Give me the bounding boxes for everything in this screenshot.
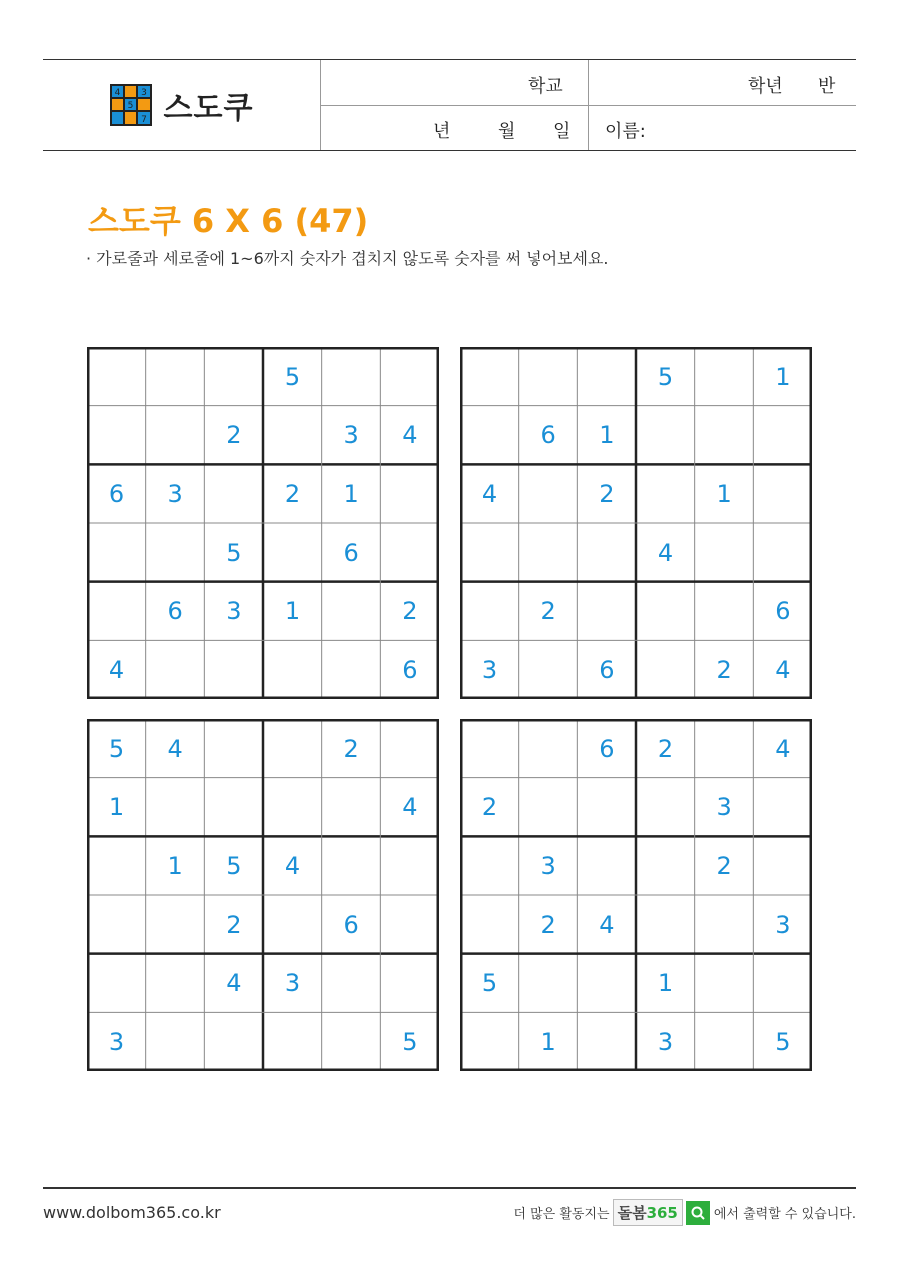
given-digit-cell: 2 [284, 479, 301, 508]
empty-cell[interactable] [264, 720, 322, 778]
given-digit-cell: 5 [108, 734, 125, 763]
given-digit-cell: 5 [226, 851, 242, 880]
empty-cell[interactable] [695, 896, 753, 954]
page-title: 스도쿠 6 X 6 (47) [88, 202, 369, 240]
empty-cell[interactable] [205, 465, 263, 523]
empty-cell[interactable] [88, 524, 146, 582]
empty-cell[interactable] [695, 582, 753, 640]
empty-cell[interactable] [146, 1013, 204, 1071]
empty-cell[interactable] [88, 896, 146, 954]
given-digit-cell: 4 [226, 969, 242, 998]
empty-cell[interactable] [578, 837, 636, 895]
given-digit-cell: 4 [108, 655, 125, 684]
empty-cell[interactable] [322, 778, 380, 836]
given-digit-cell: 1 [284, 597, 301, 626]
given-digit-cell: 4 [167, 734, 183, 763]
given-digit-cell: 3 [716, 793, 732, 822]
empty-cell[interactable] [322, 348, 380, 406]
brand-name: 돌봄 [617, 1204, 647, 1222]
empty-cell[interactable] [519, 641, 577, 699]
footer-text-before: 더 많은 활동지는 [513, 1207, 610, 1222]
empty-cell[interactable] [322, 582, 380, 640]
empty-cell[interactable] [637, 406, 695, 464]
search-icon[interactable] [686, 1201, 710, 1225]
given-digit-cell: 6 [599, 655, 615, 684]
empty-cell[interactable] [754, 406, 812, 464]
given-digit-cell: 6 [540, 421, 556, 450]
given-digit-cell: 2 [540, 597, 556, 626]
empty-cell[interactable] [578, 954, 636, 1012]
given-digit-cell: 6 [108, 479, 125, 508]
given-digit-cell: 1 [167, 851, 183, 880]
empty-cell[interactable] [264, 896, 322, 954]
empty-cell[interactable] [754, 465, 812, 523]
given-digit-cell: 1 [657, 969, 674, 998]
empty-cell[interactable] [381, 348, 439, 406]
header-divider [588, 60, 589, 150]
empty-cell[interactable] [695, 954, 753, 1012]
given-digit-cell: 3 [481, 655, 498, 684]
sudoku-puzzle [87, 719, 439, 1071]
given-digit-cell: 2 [657, 734, 674, 763]
given-digit-cell: 2 [716, 655, 732, 684]
given-digit-cell: 3 [108, 1027, 125, 1056]
given-digit-cell: 6 [343, 910, 359, 939]
sudoku-puzzle [460, 719, 812, 1071]
empty-cell[interactable] [88, 406, 146, 464]
given-digit-cell: 6 [167, 597, 183, 626]
footer-divider [43, 1187, 856, 1189]
empty-cell[interactable] [322, 837, 380, 895]
empty-cell[interactable] [695, 524, 753, 582]
empty-cell[interactable] [322, 641, 380, 699]
name-label: 이름: [605, 121, 646, 142]
empty-cell[interactable] [578, 348, 636, 406]
empty-cell[interactable] [754, 524, 812, 582]
logo-text: 스도쿠 [163, 91, 254, 126]
empty-cell[interactable] [637, 778, 695, 836]
empty-cell[interactable] [381, 720, 439, 778]
given-digit-cell: 5 [481, 969, 498, 998]
empty-cell[interactable] [381, 837, 439, 895]
logo-digit: 7 [140, 115, 147, 125]
given-digit-cell: 4 [775, 655, 791, 684]
empty-cell[interactable] [264, 1013, 322, 1071]
empty-cell[interactable] [146, 896, 204, 954]
given-digit-cell: 1 [108, 793, 125, 822]
given-digit-cell: 5 [402, 1027, 418, 1056]
year-label: 년 [433, 121, 451, 142]
given-digit-cell: 4 [402, 421, 418, 450]
given-digit-cell: 2 [540, 910, 556, 939]
given-digit-cell: 3 [775, 910, 791, 939]
class-label: 반 [818, 76, 836, 97]
empty-cell[interactable] [264, 641, 322, 699]
empty-cell[interactable] [88, 348, 146, 406]
instruction-text: · 가로줄과 세로줄에 1~6까지 숫자가 겹치지 않도록 숫자를 써 넣어보세요. [86, 249, 609, 268]
empty-cell[interactable] [264, 778, 322, 836]
empty-cell[interactable] [461, 896, 519, 954]
empty-cell[interactable] [519, 348, 577, 406]
empty-cell[interactable] [146, 524, 204, 582]
empty-cell[interactable] [637, 465, 695, 523]
given-digit-cell: 3 [226, 597, 242, 626]
empty-cell[interactable] [578, 524, 636, 582]
given-digit-cell: 5 [226, 538, 242, 567]
given-digit-cell: 2 [402, 597, 418, 626]
given-digit-cell: 5 [657, 362, 674, 391]
empty-cell[interactable] [695, 348, 753, 406]
empty-cell[interactable] [637, 641, 695, 699]
empty-cell[interactable] [88, 582, 146, 640]
worksheet-header [43, 59, 856, 151]
given-digit-cell: 2 [481, 793, 498, 822]
given-digit-cell: 4 [481, 479, 498, 508]
logo-digit: 3 [140, 88, 147, 98]
empty-cell[interactable] [637, 896, 695, 954]
empty-cell[interactable] [205, 778, 263, 836]
empty-cell[interactable] [322, 1013, 380, 1071]
sudoku-puzzle [460, 347, 812, 699]
given-digit-cell: 6 [402, 655, 418, 684]
given-digit-cell: 4 [402, 793, 418, 822]
given-digit-cell: 1 [540, 1027, 556, 1056]
empty-cell[interactable] [461, 837, 519, 895]
day-label: 일 [553, 121, 571, 142]
empty-cell[interactable] [88, 954, 146, 1012]
given-digit-cell: 2 [599, 479, 615, 508]
empty-cell[interactable] [461, 524, 519, 582]
empty-cell[interactable] [695, 1013, 753, 1071]
empty-cell[interactable] [381, 465, 439, 523]
logo-digit: 4 [114, 88, 120, 98]
empty-cell[interactable] [637, 582, 695, 640]
empty-cell[interactable] [381, 896, 439, 954]
given-digit-cell: 1 [343, 479, 359, 508]
logo-digit: 5 [127, 101, 133, 111]
empty-cell[interactable] [205, 720, 263, 778]
given-digit-cell: 4 [599, 910, 615, 939]
empty-cell[interactable] [754, 837, 812, 895]
footer-url[interactable]: www.dolbom365.co.kr [43, 1203, 221, 1222]
empty-cell[interactable] [461, 406, 519, 464]
empty-cell[interactable] [519, 524, 577, 582]
given-digit-cell: 3 [540, 851, 556, 880]
empty-cell[interactable] [205, 641, 263, 699]
given-digit-cell: 3 [167, 479, 183, 508]
sudoku-puzzle [87, 347, 439, 699]
empty-cell[interactable] [461, 582, 519, 640]
given-digit-cell: 5 [775, 1027, 791, 1056]
empty-cell[interactable] [578, 1013, 636, 1071]
empty-cell[interactable] [322, 954, 380, 1012]
footer-promo [513, 1199, 856, 1226]
empty-cell[interactable] [146, 348, 204, 406]
given-digit-cell: 6 [343, 538, 359, 567]
empty-cell[interactable] [519, 778, 577, 836]
footer-text-after: 에서 출력할 수 있습니다. [713, 1207, 856, 1222]
empty-cell[interactable] [519, 465, 577, 523]
sudoku-logo-icon [110, 84, 152, 126]
empty-cell[interactable] [637, 837, 695, 895]
given-digit-cell: 4 [657, 538, 674, 567]
empty-cell[interactable] [264, 524, 322, 582]
empty-cell[interactable] [381, 524, 439, 582]
brand-logo[interactable] [613, 1199, 683, 1226]
empty-cell[interactable] [519, 720, 577, 778]
empty-cell[interactable] [754, 778, 812, 836]
empty-cell[interactable] [88, 837, 146, 895]
empty-cell[interactable] [578, 582, 636, 640]
empty-cell[interactable] [205, 348, 263, 406]
given-digit-cell: 6 [775, 597, 791, 626]
grade-label: 학년 [748, 76, 783, 97]
empty-cell[interactable] [381, 954, 439, 1012]
empty-cell[interactable] [146, 954, 204, 1012]
empty-cell[interactable] [264, 406, 322, 464]
given-digit-cell: 2 [226, 910, 242, 939]
logo [43, 60, 321, 150]
empty-cell[interactable] [205, 1013, 263, 1071]
given-digit-cell: 3 [657, 1027, 674, 1056]
given-digit-cell: 6 [599, 734, 615, 763]
given-digit-cell: 2 [226, 421, 242, 450]
empty-cell[interactable] [754, 954, 812, 1012]
school-label: 학교 [528, 76, 563, 97]
empty-cell[interactable] [461, 1013, 519, 1071]
brand-number: 365 [646, 1203, 678, 1222]
given-digit-cell: 3 [284, 969, 301, 998]
empty-cell[interactable] [146, 641, 204, 699]
empty-cell[interactable] [578, 778, 636, 836]
given-digit-cell: 5 [284, 362, 301, 391]
empty-cell[interactable] [461, 348, 519, 406]
empty-cell[interactable] [461, 720, 519, 778]
given-digit-cell: 4 [284, 851, 301, 880]
given-digit-cell: 2 [716, 851, 732, 880]
given-digit-cell: 1 [716, 479, 732, 508]
month-label: 월 [498, 121, 516, 142]
empty-cell[interactable] [519, 954, 577, 1012]
given-digit-cell: 1 [775, 362, 791, 391]
empty-cell[interactable] [695, 720, 753, 778]
given-digit-cell: 3 [343, 421, 359, 450]
empty-cell[interactable] [695, 406, 753, 464]
empty-cell[interactable] [146, 406, 204, 464]
given-digit-cell: 4 [775, 734, 791, 763]
given-digit-cell: 1 [599, 421, 615, 450]
given-digit-cell: 2 [343, 734, 359, 763]
empty-cell[interactable] [146, 778, 204, 836]
